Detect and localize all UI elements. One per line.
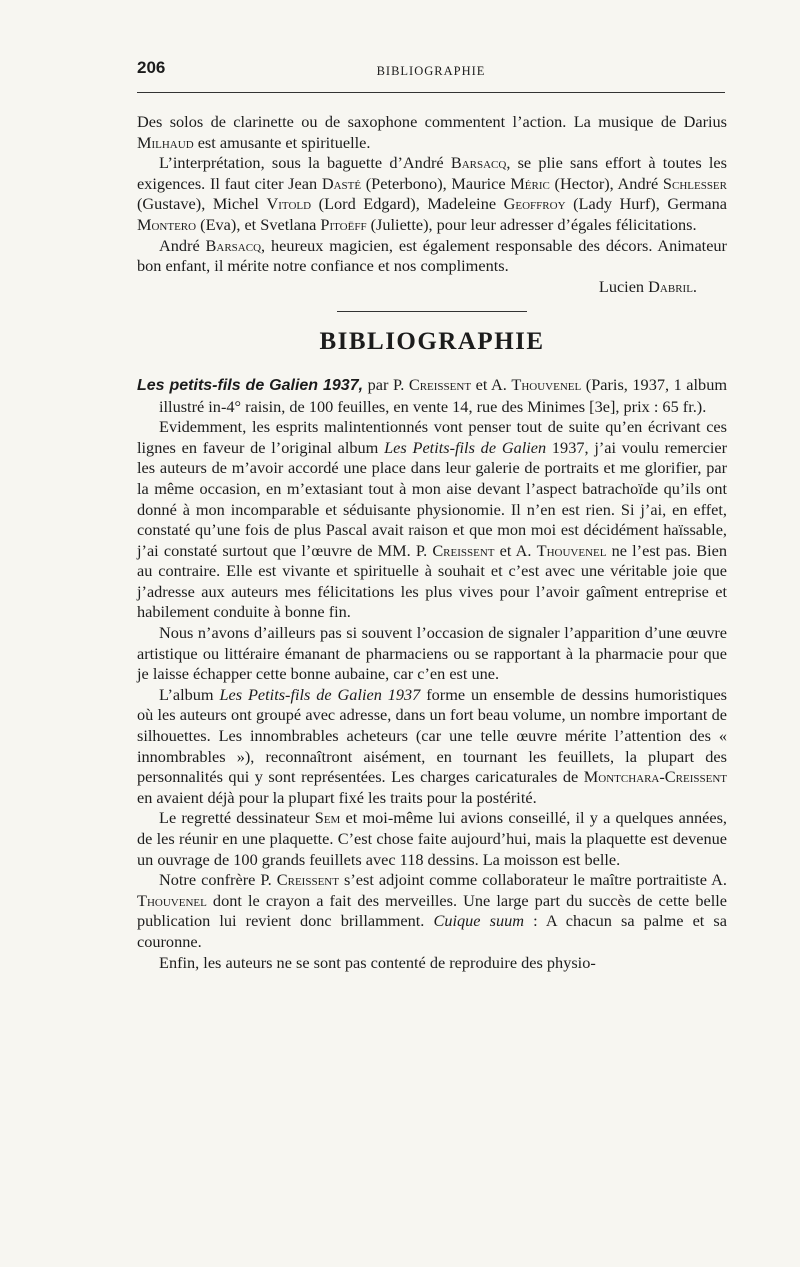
bibliographic-entry: Les petits-fils de Galien 1937, par P. Creissent et A. Thouvenel (Paris, 1937, 1 album illustré in-4° raisin, de 100 feuilles, en vente 14, rue des Minimes [3e], prix : 65 fr.). bbox=[137, 374, 727, 416]
page-number: 206 bbox=[137, 58, 166, 77]
page-header bbox=[137, 58, 725, 93]
review-paragraph-3: André Barsacq, heureux magicien, est également responsable des décors. Animateur bon enfant, il mérite notre confiance et nos compliments. bbox=[137, 235, 727, 276]
page-body bbox=[137, 112, 727, 973]
review-signature: Lucien Dabril. bbox=[598, 276, 697, 296]
review-paragraph-1: Des solos de clarinette ou de saxophone commentent l’action. La musique de Darius Milhaud est amusante et spirituelle. bbox=[137, 112, 727, 152]
paragraph-5: Nous n’avons d’ailleurs pas si souvent l’occasion de signaler l’apparition d’une œuvre artistique ou littéraire émanant de pharmaciens ou se rapportant à la pharmacie pour que je laisse échapper cette bonne aubaine, car c’en est une. bbox=[137, 623, 727, 684]
book-title: Les petits-fils de Galien 1937, bbox=[137, 376, 364, 394]
section-divider bbox=[337, 311, 527, 312]
paragraph-8: Notre confrère P. Creissent s’est adjoint comme collaborateur le maître portraitiste A. Thouvenel dont le crayon a fait des merveilles. Une large part du succès de cette belle publication lui revient donc brillamment. Cuique suum : A chacun sa palme et sa couronne. bbox=[137, 870, 727, 951]
paragraph-7: Le regretté dessinateur Sem et moi-même lui avions conseillé, il y a quelques années, de les réunir en une plaquette. C’est chose faite aujourd’hui, mais la plaquette est devenue un ouvrage de 100 grands feuillets avec 118 dessins. La moisson est belle. bbox=[137, 808, 727, 869]
paragraph-4: Evidemment, les esprits malintentionnés vont penser tout de suite qu’en écrivant ces lignes en faveur de l’original album Les Petits-fils de Galien 1937, j’ai voulu remercier les auteurs de m’avoir accordé une place dans leur galerie de portraits et me glorifier, par la même occasion, en m’extasiant tout à mon aise devant l’aspect batrachoïde qu’ils ont donné à mon incomparable et séduisante physionomie. Il n’en est rien. Si j’ai, en effet, constaté qu’une fois de plus Pascal avait raison et que mon moi est décidément haïssable, j’ai constaté surtout que l’œuvre de MM. P. Creissent et A. Thouvenel ne l’est pas. Bien au contraire. Elle est vivante et spirituelle à souhait et c’est avec une véritable joie que j’adresse aux auteurs mes félicitations les plus vives pour l’avoir gaîment entreprise et habilement conduite à bonne fin. bbox=[137, 417, 728, 622]
running-title: BIBLIOGRAPHIE bbox=[376, 64, 486, 78]
paragraph-6: L’album Les Petits-fils de Galien 1937 forme un ensemble de dessins humoristiques où les auteurs ont groupé avec adresse, dans un fort beau volume, un nombre important de silhouettes. Les innombrables acheteurs (car une telle œuvre mérite l’attention des « innombrables »), reconnaîtront aisément, en tournant les feuillets, la plupart des personnalités qui y sont représentées. Les charges caricaturales de Montchara-Creissent en avaient déjà pour la plupart fixé les traits pour la postérité. bbox=[137, 684, 728, 807]
section-title: BIBLIOGRAPHIE bbox=[319, 328, 545, 356]
paragraph-9: Enfin, les auteurs ne se sont pas contenté de reproduire des physio- bbox=[159, 952, 596, 972]
review-paragraph-2: L’interprétation, sous la baguette d’André Barsacq, se plie sans effort à toutes les exigences. Il faut citer Jean Dasté (Peterbono), Maurice Méric (Hector), André Schlesser (Gustave), Michel Vitold (Lord Edgard), Madeleine Geoffroy (Lady Hurf), Germana Montero (Eva), et Svetlana Pitoëff (Juliette), pour leur adresser d’égales félicitations. bbox=[137, 153, 727, 234]
